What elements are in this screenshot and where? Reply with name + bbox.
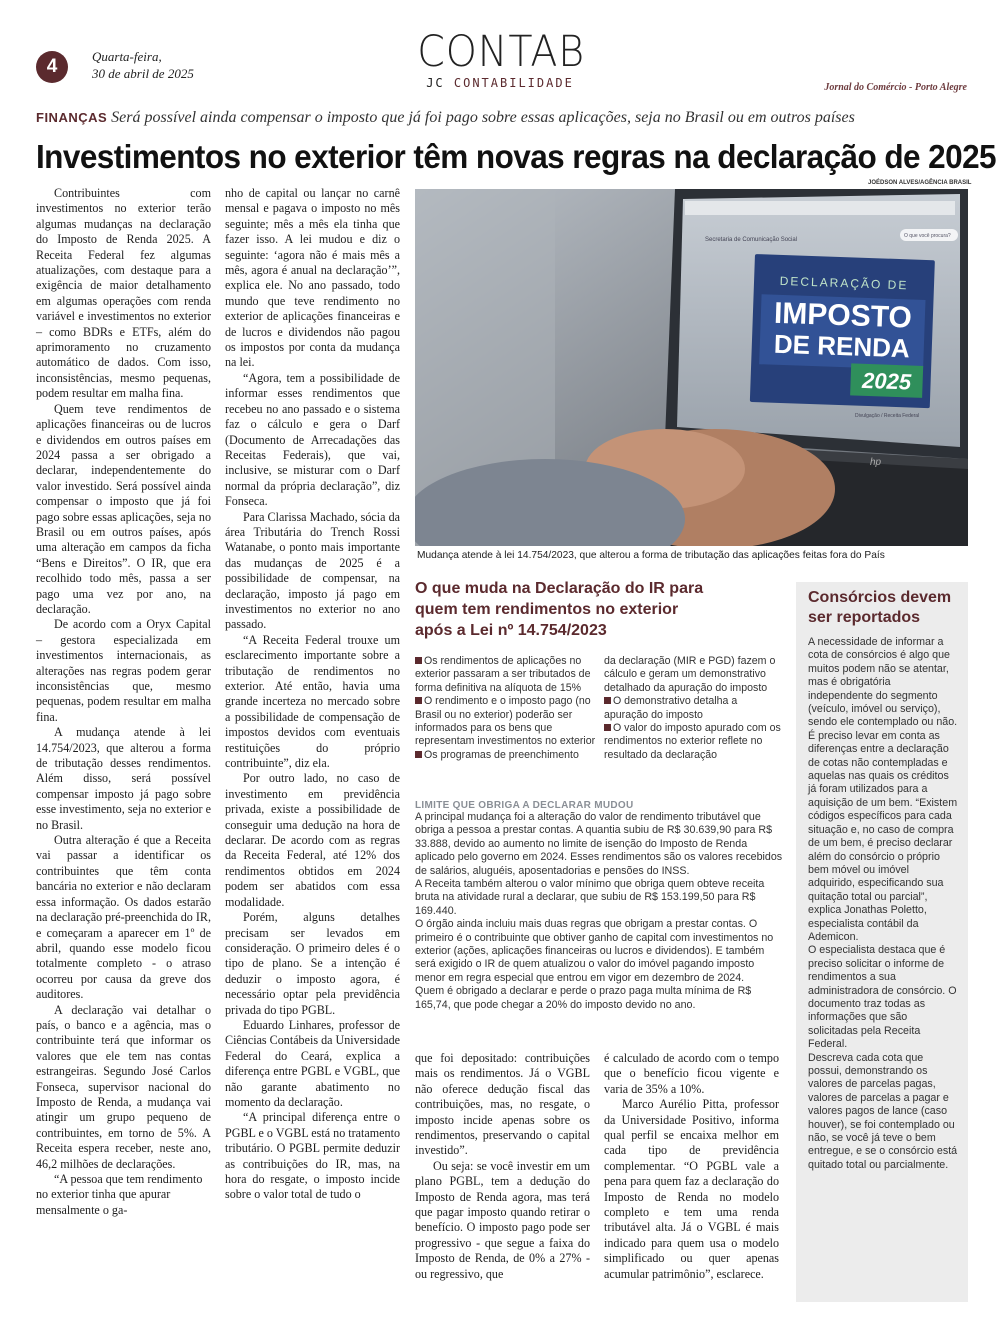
paragraph: “Agora, tem a possibilidade de informar esses rendimentos que recebeu no ano passado e o sistema faz o cálculo e gera o Darf (Documento de Arrecadações das Receitas Federais), que vai, inclusive, se misturar com o Darf normal da própria declaração”, diz Fonseca. <box>225 370 400 509</box>
box-title: O que muda na Declaração do IR para quem tem rendimentos no exterior após a Lei nº 14.754/2023 <box>415 580 704 639</box>
paragraph: Quem teve rendimentos de aplicações financeiras ou de lucros e dividendos em outros países em 2024 passa a ser obrigado a declarar, independentemente do valor investido. Será possível ainda compensar o imposto que já foi pago sobre essas aplicações, seja no Brasil ou em outros países, após uma alteração em campos da ficha “Bens e Direitos”. O IR, que era recolhido todo mês, passa a ser pago uma vez por ano, na declaração. <box>36 401 211 616</box>
box-paragraph: Quem é obrigado a declarar e perde o prazo paga multa mínima de R$ 165,74, que pode chegar a 20% do imposto devido no ano. <box>415 985 752 1011</box>
article-col-1 <box>36 186 211 1218</box>
box-bullets-left <box>415 655 601 762</box>
paragraph: “A pessoa que tem rendimento no exterior tinha que apurar mensalmente o ga- <box>36 1172 203 1217</box>
bullet-square-icon <box>604 724 611 731</box>
logo-wordmark: CONTAB <box>417 27 586 77</box>
page-number: 4 <box>36 51 68 83</box>
box-paragraph: A principal mudança foi a alteração do valor de rendimento tributável que obriga a pessoa a prestar contas. A quantia subiu de R$ 30.639,90 para R$ 33.888, devido ao aumento no limite de isenção do Imposto de Renda aplicado pelo governo em 2024. Esses rendimentos são os valores recebidos de salários, aluguéis, aposentadorias e pensões do INSS. <box>415 811 783 877</box>
sidebar-paragraph: É preciso levar em conta as diferenças entre a declaração de cotas não contempladas e aquelas nas quais os créditos já foram utilizados para a aquisição de um bem. “Existem códigos específicos para cada situação e, no caso de compra de um bem, é preciso declarar além do consórcio o próprio bem móvel ou imóvel adquirido, especificando sua quitação total ou parcial”, explica Jonathas Poletto, especialista contábil da Ademicon. <box>808 729 958 943</box>
sidebar-paragraph: O especialista destaca que é preciso solicitar o informe de rendimentos a sua administradora de consórcio. O documento traz todas as informações que são solicitadas pela Receita Federal. <box>808 944 957 1051</box>
paragraph: que foi depositado: contribuições mais os rendimentos. Já o VGBL não oferece dedução fiscal das contribuições, mas, no resgate, o imposto incide apenas sobre os rendimentos, preservando o capital investido”. <box>415 1051 590 1158</box>
screen-year: 2025 <box>861 367 912 395</box>
photo-credit: JOÉDSON ALVES/AGÊNCIA BRASIL <box>868 180 972 186</box>
bullet-square-icon <box>415 697 422 704</box>
paragraph: Contribuintes com investimentos no exterior terão algumas mudanças na declaração do Imposto de Renda 2025. A Receita Federal fez algumas atualizações, com destaque para a exigência de maior detalhamento em algumas operações com renda variável e investimentos no exterior – como BDRs e ETFs, além do aprimoramento no cruzamento automático de dados. Com isso, inconsistências, mesmo pequenas, podem resultar em malha fina. <box>36 186 211 401</box>
box-paragraph: A Receita também alterou o valor mínimo que obriga quem obteve receita bruta na atividade rural a declarar, que subiu de R$ 153.199,50 para R$ 169.440. <box>415 878 765 917</box>
article-col-2 <box>225 186 400 1203</box>
screen-title-line3: DE RENDA <box>773 328 911 364</box>
photo-caption: Mudança atende à lei 14.754/2023, que alterou a forma de tributação das aplicações feitas fora do País <box>417 550 885 561</box>
bullet-item: Os programas de preenchimento <box>415 749 601 762</box>
bullet-item: O valor do imposto apurado com os rendimentos no exterior reflete no resultado da declaração <box>604 722 781 761</box>
screen-search-text: O que você procura? <box>904 233 951 239</box>
laptop-photo-illustration <box>415 189 968 546</box>
paragraph: “A principal diferença entre o PGBL e o VGBL está no tratamento tributário. O PGBL permite deduzir as contribuições do IR, mas, na hora do resgate, o imposto incide sobre o valor total de tudo o <box>225 1110 400 1202</box>
paragraph: Outra alteração é que a Receita vai passar a identificar os contribuintes que têm conta bancária no exterior e não declaram essa informação. Os dados estarão na declaração pré-preenchida do IR, e começaram a aparecer em 1º de abril, quando esse modelo ficou totalmente completo - o atraso ocorreu por causa da greve dos auditores. <box>36 833 211 1002</box>
headline: Investimentos no exterior têm novas regras na declaração de 2025 <box>36 138 996 175</box>
paragraph: “A Receita Federal trouxe um esclarecimento importante sobre a tributação de rendimentos no exterior. Até então, havia uma grande incerteza no mercado sobre a possibilidade de compensação de impostos devidos com eventuais restituições do próprio contribuinte”, diz ela. <box>225 632 400 771</box>
logo-subtitle <box>410 76 590 90</box>
kicker-text: Será possível ainda compensar o imposto que já foi pago sobre essas aplicações, seja no Brasil ou em outros países <box>111 109 855 126</box>
paragraph: Para Clarissa Machado, sócia da área Tributária do Trench Rossi Watanabe, o ponto mais importante das mudanças de 2025 é a possibilidade de compensar, na declaração, imposto já pago em investimentos no exterior no ano passado. <box>225 509 400 632</box>
paragraph: é calculado de acordo com o tempo que o benefício ficou vigente e varia de 35% a 10%. <box>604 1051 779 1096</box>
screen-footer-text: Divulgação / Receita Federal <box>855 413 920 419</box>
article-col-4 <box>604 1051 779 1282</box>
kicker <box>36 109 855 127</box>
bullet-square-icon <box>415 657 422 664</box>
sidebar-title: Consórcios devem ser reportados <box>808 589 952 626</box>
bullet-item: O rendimento e o imposto pago (no Brasil ou no exterior) poderão ser informados para os bens que representam investimentos no exterior <box>415 695 596 748</box>
bullet-square-icon <box>415 751 422 758</box>
screen-title-line2: IMPOSTO <box>773 296 913 335</box>
article-col-3 <box>415 1051 590 1282</box>
journal-name: Jornal do Comércio - Porto Alegre <box>824 82 967 93</box>
paragraph: Marco Aurélio Pitta, professor da Universidade Positivo, informa qual perfil se encaixa melhor em cada tipo de previdência complementar. “O PGBL vale a pena para quem faz a declaração do Imposto de Renda no modelo completo e tem uma renda tributável alta. Já o VGBL é mais indicado para quem usa o modelo simplificado ou quer apenas acumular patrimônio”, esclarece. <box>604 1097 779 1281</box>
date-line <box>92 48 194 82</box>
bullet-continuation: da declaração (MIR e PGD) fazem o cálculo e geram um demonstrativo detalhado da apuração do imposto <box>604 655 776 694</box>
paragraph: Por outro lado, no caso de investimento em previdência privada, existe a possibilidade de conseguir uma dedução na hora de declarar. De acordo com as regras da Receita Federal, até 12% dos rendimentos obtidos em 2024 podem ser abatidos com essa modalidade. <box>225 771 400 909</box>
sidebar-body <box>808 636 958 1172</box>
paragraph: Porém, alguns detalhes precisam ser levados em consideração. O primeiro deles é o tipo de plano. Se a intenção é deduzir o imposto agora, é necessário optar pela previdência privada do tipo PGBL. <box>225 910 400 1017</box>
article-photo <box>415 189 968 546</box>
box-bullets-right <box>604 655 784 762</box>
kicker-section: FINANÇAS <box>36 110 108 125</box>
paragraph: De acordo com a Oryx Capital – gestora especializada em investimentos internacionais, as alterações nas regras podem gerar inconsistências que, mesmo pequenas, podem resultar em malha fina. <box>36 617 211 724</box>
bullet-item: Os rendimentos de aplicações no exterior passaram a ser tributados de forma definitiva na alíquota de 15% <box>415 655 591 694</box>
paragraph: A mudança atende à lei 14.754/2023, que alterou a forma de tributação desses rendimentos. Além disso, será possível compensar imposto já pago sobre esse investimento, seja no exterior e no Brasil. <box>36 725 211 832</box>
paragraph: Eduardo Linhares, professor de Ciências Contábeis da Universidade Federal do Ceará, explica a diferença entre PGBL e VGBL, que não garante abatimento no momento da declaração. <box>225 1017 400 1109</box>
sidebar-paragraph: A necessidade de informar a cota de consórcios é algo que muitos podem não se atentar, mas é obrigatória independente do segmento (veículo, imóvel ou serviço), sendo ele contemplado ou não. <box>808 636 958 729</box>
sidebar-paragraph: Descreva cada cota que possui, demonstrando os valores de parcelas pagas, valores de parcelas a pagar e valores pagos de lance (caso houver), se foi contemplado ou não, se você já teve o bem entregue, e se o consórcio está quitado total ou parcialmente. <box>808 1051 958 1171</box>
box-body <box>415 811 783 1012</box>
svg-text:hp: hp <box>870 457 882 468</box>
logo-contabilidade: CONTABILIDADE <box>453 76 574 90</box>
weekday: Quarta-feira, <box>92 49 162 64</box>
bullet-square-icon <box>604 697 611 704</box>
contab-logo <box>410 27 590 90</box>
bullet-item: O demonstrativo detalha a apuração do imposto <box>604 695 738 721</box>
paragraph: nho de capital ou lançar no carnê mensal e pagava o imposto no mês seguinte; mês a mês ela tinha que fazer isso. A lei mudou e diz o seguinte: ‘agora não é mais mês a mês, agora é anual na declaração’”, explica ele. No ano passado, todo mundo que teve rendimento no exterior de aplicações financeiras e de lucros e dividendos não pagou os impostos por conta da mudança na lei. <box>225 186 400 370</box>
screen-title-line1: DECLARAÇÃO DE <box>779 273 909 293</box>
paragraph: A declaração vai detalhar o país, o banco e a agência, mas o contribuinte terá que informar os valores que ele tem nas contas estrangeiras. Segundo José Carlos Fonseca, supervisor nacional do Imposto de Renda, a mudança vai atingir um grupo pequeno de contribuintes, em torno de 5%. A Receita espera receber, neste ano, 46,2 milhões de declarações. <box>36 1002 211 1171</box>
full-date: 30 de abril de 2025 <box>92 66 194 81</box>
screen-header-text: Secretaria de Comunicação Social <box>705 237 798 243</box>
box-paragraph: O órgão ainda incluiu mais duas regras que obrigam a prestar contas. O primeiro é o contribuinte que obtiver ganho de capital com investimentos no exterior (ações, aplicações financeiras ou lucros e dividendos). E também será exigido o IR de quem atualizou o valor do imóvel pagando imposto menor em regra especial que entrou em vigor em dezembro de 2024. <box>415 918 774 984</box>
paragraph: Ou seja: se você investir em um plano PGBL, tem a dedução do Imposto de Renda agora, mas terá que pagar imposto quando retirar o benefício. O imposto pago pode ser progressivo - que segue a faixa do Imposto de Renda, de 0% a 27% - ou regressivo, que <box>415 1158 590 1281</box>
box-subhead: LIMITE QUE OBRIGA A DECLARAR MUDOU <box>415 800 634 811</box>
logo-jc: JC <box>426 76 445 90</box>
